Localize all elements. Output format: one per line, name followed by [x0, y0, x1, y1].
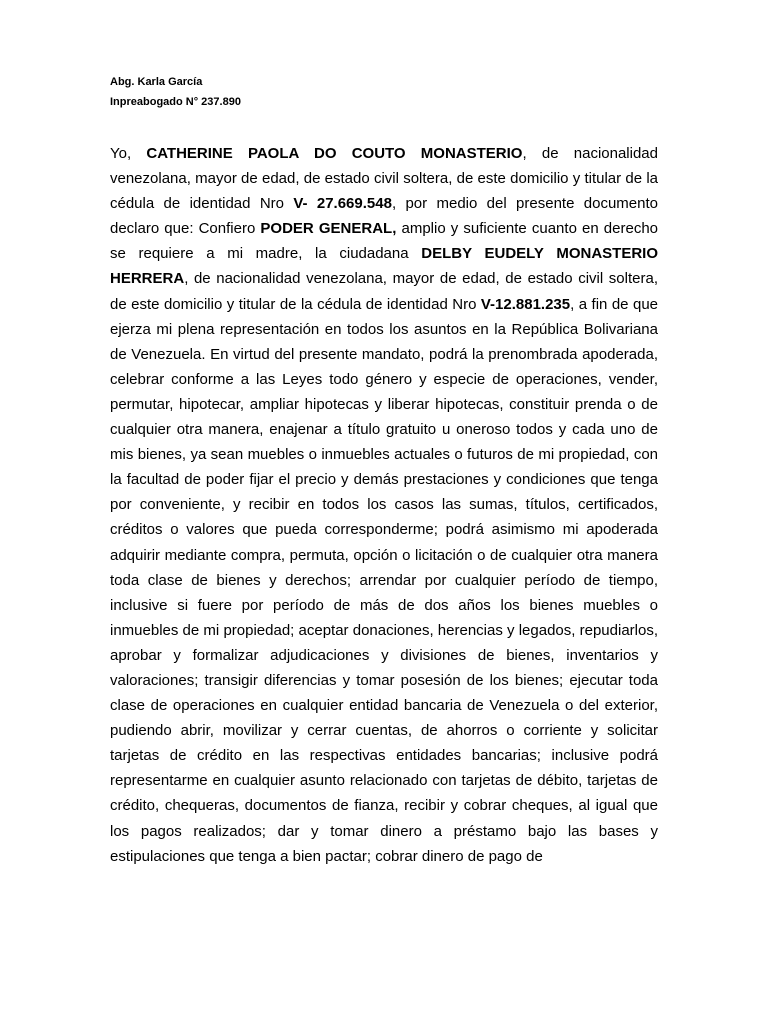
grantor-name: CATHERINE PAOLA DO COUTO MONASTERIO	[146, 145, 523, 162]
text-segment: Yo,	[110, 145, 147, 162]
text-segment: , a fin de que ejerza mi plena representación en todos los asuntos en la República Bolivariana de Venezuela. En virtud del presente mandato, podrá la prenombrada apoderada, celebrar conforme a las Leyes todo género y especie de operaciones, vender, permutar, hipotecar, ampliar hipotecas y liberar hipotecas, constituir prenda o de cualquier otra manera, enajenar a título gratuito u oneroso todos y cada uno de mis bienes, ya sean muebles o inmuebles actuales o futuros de mi propiedad, con la facultad de poder fijar el precio y demás prestaciones y condiciones que tenga por conveniente, y recibir en todos los casos las sumas, títulos, certificados, créditos o valores que pueda corresponderme; podrá asimismo mi apoderada adquirir mediante compra, permuta, opción o licitación o de cualquier otra manera toda clase de bienes y derechos; arrendar por cualquier período de tiempo, inclusive si fuere por período de más de dos años los bienes muebles o inmuebles de mi propiedad; aceptar donaciones, herencias y legados, repudiarlos, aprobar y formalizar adjudicaciones y divisiones de bienes, inventarios y valoraciones; transigir diferencias y tomar posesión de los bienes; ejecutar toda clase de operaciones en cualquier entidad bancaria de Venezuela o del exterior, pudiendo abrir, movilizar y cerrar cuentas, de ahorros o corriente y solicitar tarjetas de crédito en las respectivas entidades bancarias; inclusive podrá representarme en cualquier asunto relacionado con tarjetas de débito, tarjetas de crédito, chequeras, documentos de fianza, recibir y cobrar cheques, al igual que los pagos realizados; dar y tomar dinero a préstamo bajo las bases y estipulaciones que tenga a bien pactar; cobrar dinero de pago de	[110, 295, 659, 865]
grantor-id-number: V- 27.669.548	[293, 195, 392, 213]
text-segment: , de nacionalidad venezolana, mayor de edad, de estado civil soltera, de este domicilio y titular de la cédula de identidad Nro	[110, 145, 658, 213]
lawyer-name: Abg. Karla García	[110, 76, 203, 88]
document-page	[110, 72, 658, 869]
power-of-attorney-paragraph	[110, 141, 658, 869]
attorney-name: DELBY EUDELY MONASTERIO HERRERA	[110, 245, 658, 288]
text-segment: , de nacionalidad venezolana, mayor de edad, de estado civil soltera, de este domicilio y titular de la cédula de identidad Nro	[110, 270, 658, 313]
text-segment: amplio y suficiente cuanto en derecho se requiere a mi madre, la ciudadana	[110, 220, 659, 263]
attorney-id-number: V-12.881.235	[480, 295, 571, 313]
power-type: PODER GENERAL,	[260, 220, 397, 238]
text-segment: , por medio del presente documento declaro que: Confiero	[110, 195, 658, 238]
lawyer-registration: Inpreabogado N° 237.890	[110, 96, 241, 108]
